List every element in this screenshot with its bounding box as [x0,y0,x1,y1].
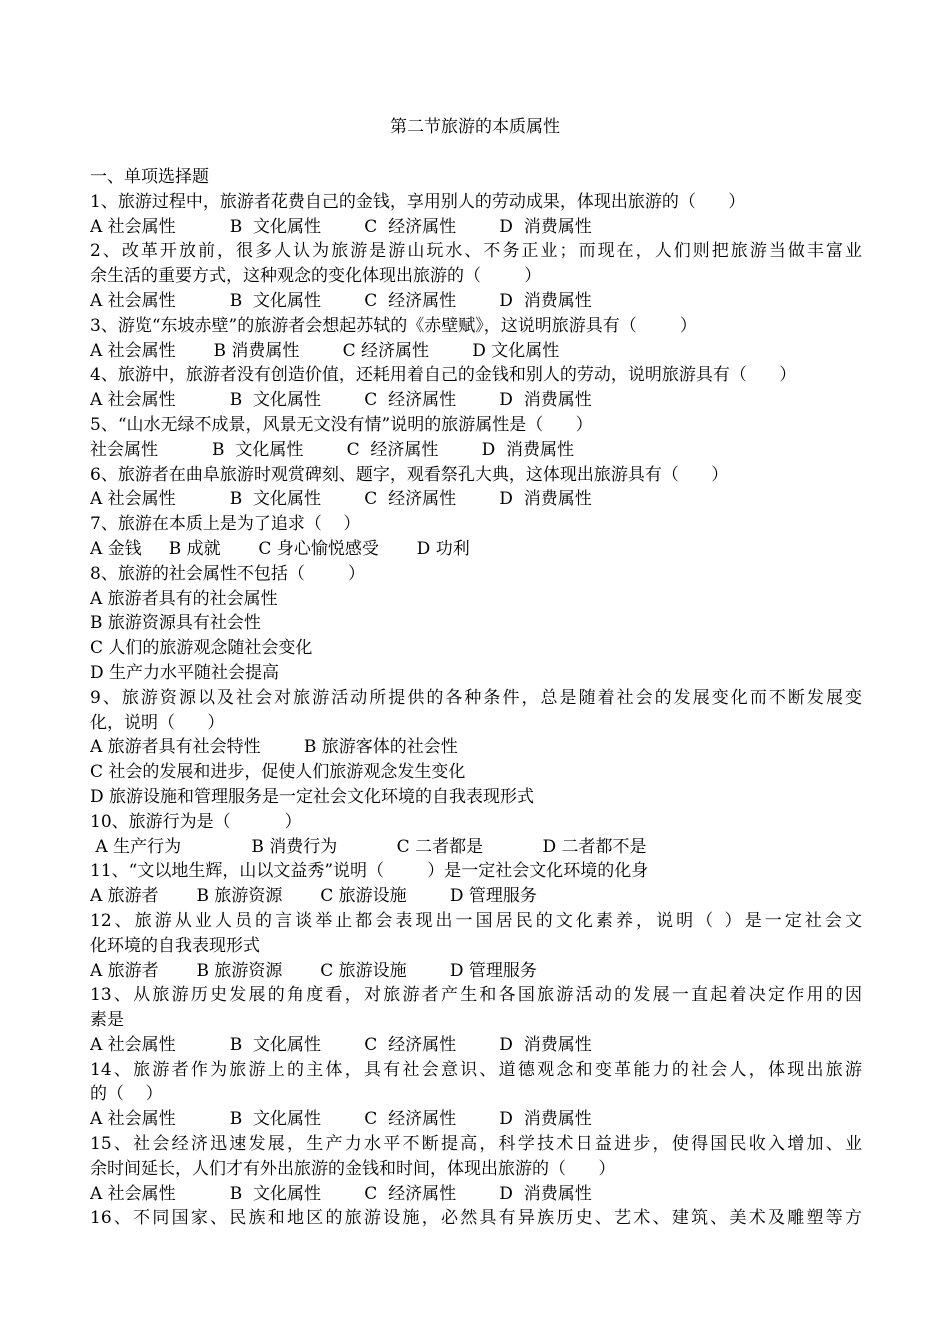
text-line: A 旅游者 B 旅游资源 C 旅游设施 D 管理服务 [90,960,537,981]
text-line: 4、旅游中，旅游者没有创造价值，还耗用着自己的金钱和别人的劳动，说明旅游具有（ ） [90,365,797,386]
text-line: A 社会属性 B 文化属性 C 经济属性 D 消费属性 [90,1109,592,1130]
text-line: A 社会属性 B 文化属性 C 经济属性 D 消费属性 [90,290,592,311]
text-line: A 旅游者具有的社会属性 [90,588,278,609]
text-line: 12、旅游从业人员的言谈举止都会表现出一国居民的文化素养，说明（ ）是一定社会文 [90,910,862,931]
text-line: 1、旅游过程中，旅游者花费自己的金钱，享用别人的劳动成果，体现出旅游的（ ） [90,191,746,212]
text-line: 化，说明（ ） [90,712,225,733]
text-line: A 金钱 B 成就 C 身心愉悦感受 D 功利 [90,538,470,559]
text-line: A 旅游者 B 旅游资源 C 旅游设施 D 管理服务 [90,886,537,907]
text-line: 7、旅游在本质上是为了追求（ ） [90,514,361,535]
text-line: 10、旅游行为是（ ） [90,811,302,832]
text-line: 素是 [90,1010,124,1031]
text-line: 9、旅游资源以及社会对旅游活动所提供的各种条件，总是随着社会的发展变化而不断发展变 [90,687,862,708]
text-line: B 旅游资源具有社会性 [90,613,261,634]
text-line: A 社会属性 B 文化属性 C 经济属性 D 消费属性 [90,216,592,237]
page-title: 第二节旅游的本质属性 [390,117,560,137]
text-line: 5、“山水无绿不成景，风景无文没有情”说明的旅游属性是（ ） [90,414,593,435]
text-line: C 社会的发展和进步，促使人们旅游观念发生变化 [90,762,466,783]
text-line: 15、社会经济迅速发展，生产力水平不断提高，科学技术日益进步，使得国民收入增加、业 [90,1134,862,1155]
text-line: 13、从旅游历史发展的角度看，对旅游者产生和各国旅游活动的发展一直起着决定作用的因 [90,985,862,1006]
text-line: 14、旅游者作为旅游上的主体，具有社会意识、道德观念和变革能力的社会人，体现出旅游 [90,1059,862,1080]
text-line: 8、旅游的社会属性不包括（ ） [90,563,366,584]
text-line: 3、游览“东坡赤壁”的旅游者会想起苏轼的《赤壁赋》，这说明旅游具有（ ） [90,315,697,336]
question-list [90,165,862,1231]
text-line: 化环境的自我表现形式 [90,935,260,956]
text-line: C 人们的旅游观念随社会变化 [90,638,313,659]
text-line: A 社会属性 B 文化属性 C 经济属性 D 消费属性 [90,1183,592,1204]
text-line: 的（ ） [90,1084,163,1105]
text-line: A 旅游者具有社会特性 B 旅游客体的社会性 [90,737,458,758]
text-line: D 旅游设施和管理服务是一定社会文化环境的自我表现形式 [90,786,535,807]
text-line: 11、“文以地生辉，山以文益秀”说明（ ）是一定社会文化环境的化身 [90,861,649,882]
text-line: A 社会属性 B 消费属性 C 经济属性 D 文化属性 [90,340,560,361]
text-line: A 生产行为 B 消费行为 C 二者都是 D 二者都不是 [90,836,647,857]
text-line: 16、不同国家、民族和地区的旅游设施，必然具有异族历史、艺术、建筑、美术及雕塑等方 [90,1208,862,1229]
text-line: A 社会属性 B 文化属性 C 经济属性 D 消费属性 [90,1034,592,1055]
text-line: 余时间延长，人们才有外出旅游的金钱和时间，体现出旅游的（ ） [90,1158,616,1179]
text-line: A 社会属性 B 文化属性 C 经济属性 D 消费属性 [90,390,592,411]
text-line: 6、旅游者在曲阜旅游时观赏碑刻、题字，观看祭孔大典，这体现出旅游具有（ ） [90,464,729,485]
text-line: 余生活的重要方式，这种观念的变化体现出旅游的（ ） [90,266,542,287]
text-line: A 社会属性 B 文化属性 C 经济属性 D 消费属性 [90,489,592,510]
section-heading: 一、单项选择题 [90,167,209,187]
text-line: D 生产力水平随社会提高 [90,662,280,683]
text-line: 社会属性 B 文化属性 C 经济属性 D 消费属性 [90,439,575,460]
text-line: 2、改革开放前，很多人认为旅游是游山玩水、不务正业；而现在，人们则把旅游当做丰富业 [90,241,862,262]
